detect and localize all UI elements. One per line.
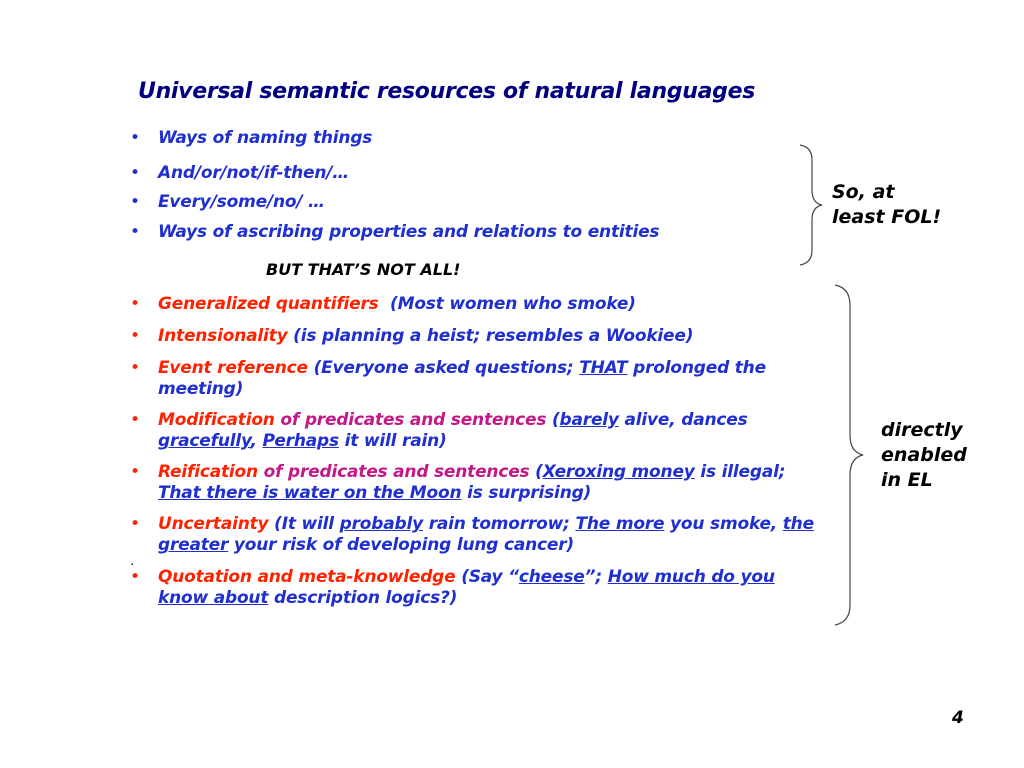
right-brace-top [800,145,822,265]
item-example-underlined: the greater [158,514,814,555]
slide-title: Universal semantic resources of natural languages [138,79,756,104]
item-example-underlined: probably [339,514,423,534]
item-subheading: of predicates and sentences [280,410,547,430]
bullet: • [130,163,140,183]
item-example: alive, dances [624,410,748,430]
item-example: description logics?) [273,588,458,608]
item-example: (Say “ [461,567,519,587]
item-text: And/or/not/if-then/… [158,163,350,183]
item-example: , [250,431,257,451]
side-note-fol [832,180,941,230]
bullet: • [130,462,140,482]
item-heading: Uncertainty [158,514,269,534]
item-subheading: of predicates and sentences [263,462,530,482]
item-example: prolonged the meeting) [158,358,766,399]
item-text: Every/some/no/ … [158,192,325,212]
item-example: rain tomorrow; [428,514,570,534]
side-note-el [881,418,967,493]
item-heading: Event reference [158,358,308,378]
item-example: is surprising) [467,483,592,503]
item-example-underlined: That there is water on the Moon [158,483,462,503]
item-example: you smoke, [670,514,778,534]
page-number: 4 [952,708,964,728]
item-example-underlined: cheese [518,567,585,587]
stray-dot: . [131,558,135,567]
item-example: (is planning a heist; resembles a Wookiee) [293,326,694,346]
side-note-line: enabled [881,444,967,466]
item-heading: Reification [158,462,258,482]
item-heading: Quotation and meta-knowledge [158,567,456,587]
item-example-underlined: The more [575,514,665,534]
bullet: • [130,410,140,430]
bullet: • [130,294,140,314]
item-example: your risk of developing lung cancer) [233,535,574,555]
right-brace-bottom [835,285,863,625]
item-example-underlined: THAT [579,358,628,378]
item-example-underlined: How much do you know about [158,567,775,608]
item-example-underlined: Perhaps [262,431,339,451]
bullet: • [130,326,140,346]
item-example: (Most women who smoke) [390,294,636,314]
item-example: ”; [584,567,602,587]
item-text: Ways of naming things [158,128,373,148]
item-text: Ways of ascribing properties and relations to entities [158,222,660,242]
bullet: • [130,358,140,378]
bullet: • [130,567,140,587]
side-note-line: in EL [881,469,933,491]
side-note-line: So, at [832,181,895,203]
item-example-underlined: barely [559,410,619,430]
side-note-line: least FOL! [832,206,942,228]
item-example: it will rain) [344,431,447,451]
item-heading: Modification [158,410,275,430]
bullet: • [130,514,140,534]
item-heading: Generalized quantifiers [158,294,379,314]
item-example: (Everyone asked questions; [313,358,574,378]
bullet: • [130,192,140,212]
item-example: ( [551,410,560,430]
item-example-underlined: Xeroxing money [542,462,695,482]
item-example: ( [535,462,543,482]
bullet: • [130,222,140,242]
item-heading: Intensionality [158,326,288,346]
side-note-line: directly [881,419,963,441]
item-example: (It will [274,514,334,534]
item-example-underlined: gracefully [158,431,251,451]
bullet: • [130,128,140,148]
caps-line: BUT THAT’S NOT ALL! [266,260,461,279]
item-example: is illegal; [700,462,786,482]
